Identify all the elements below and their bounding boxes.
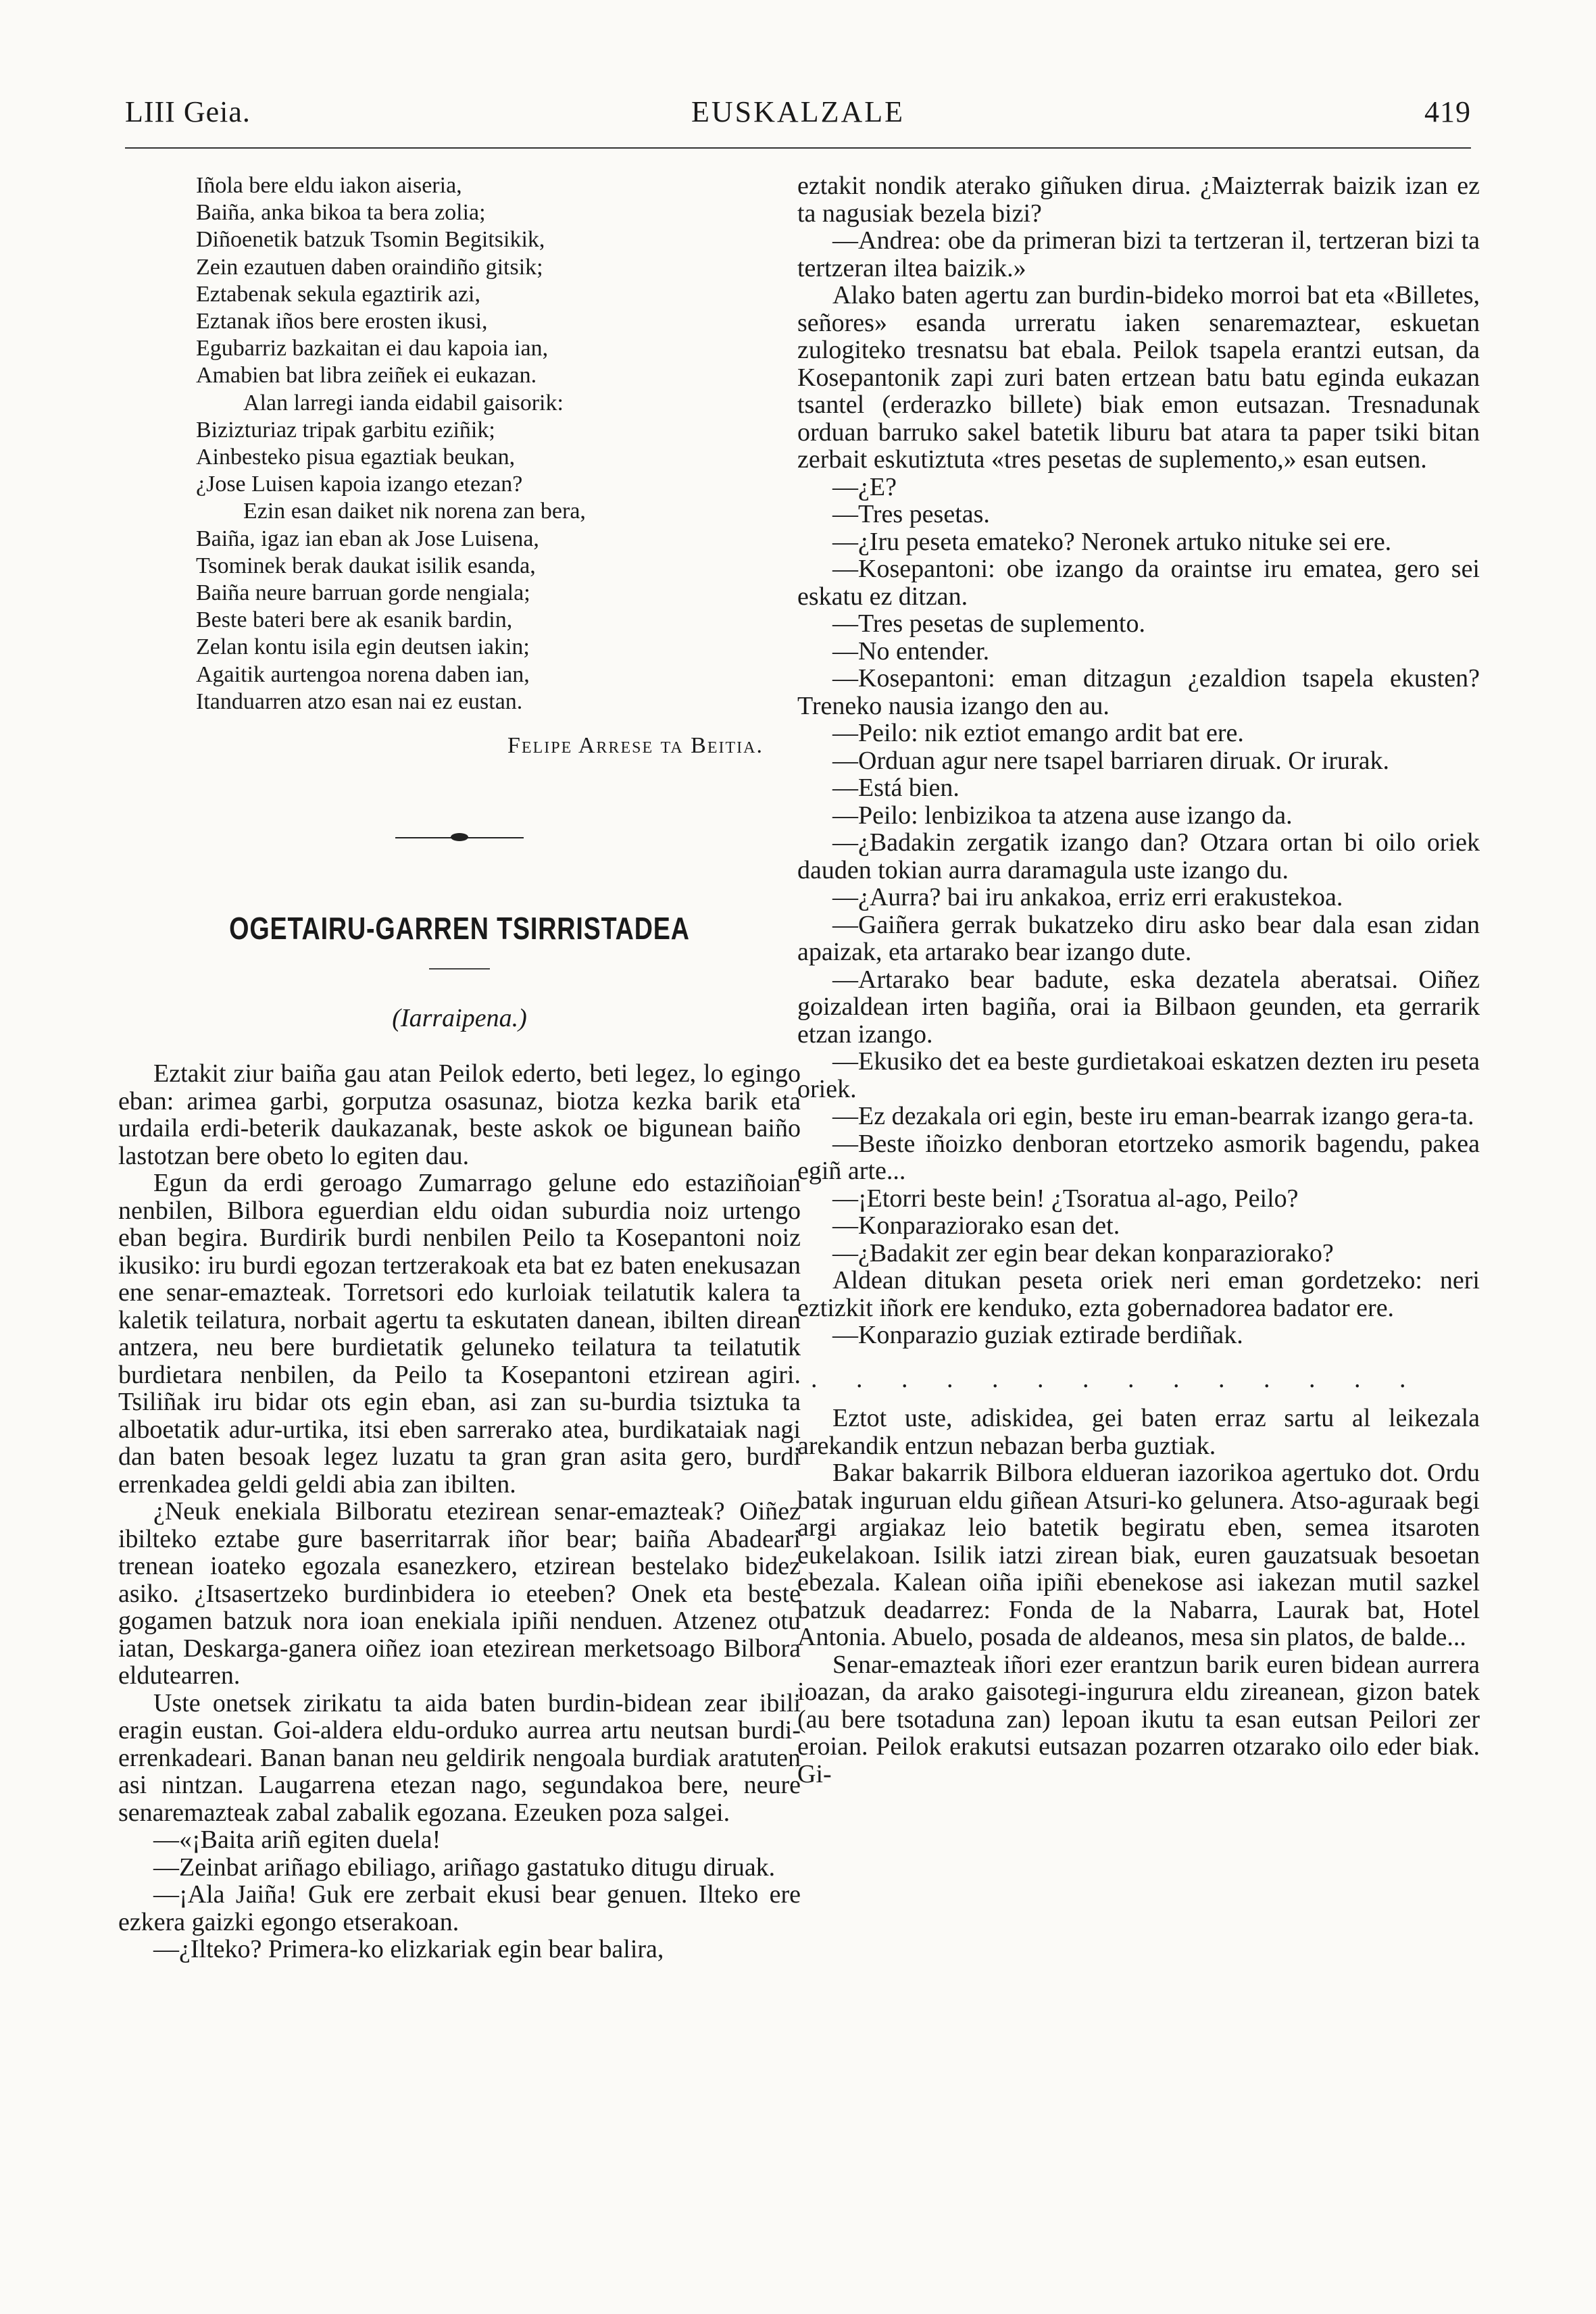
- poem-line: Egubarriz bazkaitan ei dau kapoia ian,: [196, 336, 549, 361]
- volume-label: LIII Geia.: [125, 95, 251, 128]
- paragraph: —No entender.: [832, 636, 990, 665]
- paragraph: Egun da erdi geroago Zumarrago gelune edo estaziñoian nenbilen, Bilbora eguerdian eldu oidan suburdia noiz urtengo eban begira. Burdirik burdi nenbilen Peilo ta Kosepantoni noiz ikusiko: iru burdi egozan tertzerakoak eta bat ez baten enekusazan ene senar-emazteak. Torretsori edo kurloiak teilatutik kalera ta kaletik teilatura, norbait agertu ta eskutaten danean, ibilten direan antzera, neu bere burdietatik geluneko teilatura ta teilatutik burdietara nenbilen, da Peilo ta Kosepantoni etzirean agiri. Tsiliñak iru bidar ots egin eban, asi zan su-burdia tsiztuka ta alboetatik adur-urtika, itsi eben sarrerako atea, burdikataiak nagi dan baten besoak legez luzatu ta gran gran asita gero, burdi errenkadea geldi geldi abia zan ibilten.: [118, 1169, 801, 1499]
- paragraph: —¿Aurra? bai iru ankakoa, erriz erri erakustekoa.: [832, 883, 1343, 911]
- journal-title: EUSKALZALE: [691, 95, 905, 128]
- poem-line: Amabien bat libra zeiñek ei eukazan.: [196, 363, 537, 388]
- paragraph: —Tres pesetas.: [832, 500, 990, 528]
- poem-line: Eztabenak sekula egaztirik azi,: [196, 281, 480, 307]
- poem-line: Diñoenetik batzuk Tsomin Begitsikik,: [196, 227, 545, 253]
- paragraph: Alako baten agertu zan burdin-bideko morroi bat eta «Billetes, señores» esanda urreratu iaken senaremaztear, eskuetan zulogiteko tresnatsu bat ebala. Peilok tsapela erantzi eutsan, da Kosepantonik zapi zuri baten ertzean batu batu eginda eukazan tsantel (erderazko billete) biak emon eutsazan. Tresnadunak orduan barruko sakel batetik liburu bat atara ta paper tsiki bitan zerbait eskutiztuta «tres pesetas de suplemento,» esan eutsen.: [797, 281, 1480, 474]
- paragraph: —Tres pesetas de suplemento.: [832, 609, 1145, 638]
- paragraph: —Beste iñoizko denboran etortzeko asmorik bagendu, pakea egiñ arte...: [797, 1129, 1480, 1185]
- paragraph: —Gaiñera gerrak bukatzeko diru asko bear dala esan zidan apaizak, eta artarako bear izango dute.: [797, 910, 1480, 966]
- paragraph: —Kosepantoni: eman ditzagun ¿ezaldion tsapela ekusten? Treneko nausia izango den au.: [797, 664, 1480, 720]
- poem-line: Baiña, anka bikoa ta bera zolia;: [196, 200, 486, 226]
- paragraph: Eztot uste, adiskidea, gei baten erraz sartu al leikezala arekandik entzun nebazan berba guztiak.: [797, 1404, 1480, 1460]
- title-rule: [429, 968, 490, 970]
- poem-line: Itanduarren atzo esan nai ez eustan.: [196, 688, 523, 714]
- paragraph: —Zeinbat ariñago ebiliago, ariñago gastatuko ditugu diruak.: [153, 1853, 776, 1882]
- poem-line: Baiña neure barruan gorde nengiala;: [196, 580, 530, 606]
- poem-line: Zelan kontu isila egin deutsen iakin;: [196, 634, 530, 660]
- poem-line: Tsominek berak daukat isilik esanda,: [196, 553, 536, 578]
- poem-line: Ainbesteko pisua egaztiak beukan,: [196, 445, 516, 470]
- poem-line: Beste bateri bere ak esanik bardin,: [196, 607, 513, 633]
- right-prose-narrative: [797, 1405, 1480, 1788]
- ornament-divider: [395, 833, 524, 842]
- poem: [196, 172, 801, 715]
- paragraph: —¿Ilteko? Primera-ko elizkariak egin bear balira,: [153, 1935, 664, 1964]
- page-number: 419: [1424, 95, 1471, 128]
- poem-line: ¿Jose Luisen kapoia izango etezan?: [196, 472, 523, 497]
- poem-line: Alan larregi ianda eidabil gaisorik:: [243, 390, 564, 416]
- paragraph: —Kosepantoni: obe izango da oraintse iru ematea, gero sei eskatu ez ditzan.: [797, 555, 1480, 611]
- paragraph: —¡Etorri beste bein! ¿Tsoratua al-ago, Peilo?: [832, 1184, 1299, 1213]
- paragraph: Senar-emazteak iñori ezer erantzun barik euren bidean aurrera ioazan, da arako gaisotegi-ingurura eldu zireanean, gizon batek (au bere tsotaduna zan) lepoan ikutu ta esan eutsan Peilori zer eroian. Peilok erakutsi eutsazan pozarren otzarako oilo eder biak. Gi-: [797, 1650, 1480, 1788]
- running-header: [125, 95, 1471, 142]
- paragraph: —¿Badakit zer egin bear dekan konparaziorako?: [832, 1238, 1334, 1267]
- poem-line: Agaitik aurtengoa norena daben ian,: [196, 661, 530, 687]
- paragraph: —¿Iru peseta emateko? Neronek artuko nituke sei ere.: [832, 527, 1392, 556]
- left-prose: [118, 1060, 801, 1963]
- section-title: OGETAIRU-GARREN TSIRRISTADEA: [229, 911, 690, 947]
- paragraph: Aldean ditukan peseta oriek neri eman gordetzeko: neri eztizkit iñork ere kenduko, ezta gobernadorea badator ere.: [797, 1266, 1480, 1322]
- paragraph: —Peilo: lenbizikoa ta atzena ause izango da.: [832, 801, 1293, 830]
- section-subtitle: (Iarraipena.): [392, 1004, 527, 1033]
- right-prose-dialogue: [797, 172, 1480, 1349]
- header-rule: [125, 147, 1471, 149]
- paragraph: —Peilo: nik eztiot emango ardit bat ere.: [832, 719, 1244, 747]
- paragraph: —Orduan agur nere tsapel barriaren diruak. Or irurak.: [832, 746, 1390, 775]
- poem-line: Iñola bere eldu iakon aiseria,: [196, 173, 462, 198]
- poem-line: Zein ezautuen daben oraindiño gitsik;: [196, 254, 543, 280]
- poem-line: Eztanak iños bere erosten ikusi,: [196, 309, 488, 334]
- paragraph: —Está bien.: [832, 774, 959, 802]
- paragraph: —Andrea: obe da primeran bizi ta tertzeran il, tertzeran bizi ta tertzeran iltea baizik.»: [797, 226, 1480, 282]
- poem-line: Ezin esan daiket nik norena zan bera,: [243, 499, 586, 524]
- paragraph: Uste onetsek zirikatu ta aida baten burdin-bidean zear ibili eragin eustan. Goi-aldera eldu-orduko aurrea artu neutsan burdi-errenkadeari. Banan banan neu geldirik nengoala burdiak aratuten asi nintzan. Laugarrena etezan nago, segundakoa bere, neure senaremazteak zabal zabalik egozana. Ezeuken poza salgei.: [118, 1688, 801, 1827]
- poem-line: Baiña, igaz ian eban ak Jose Luisena,: [196, 526, 539, 551]
- paragraph: ¿Neuk enekiala Bilboratu etezirean senar-emazteak? Oiñez ibilteko eztabe gure baserritarrak iñor bear; baiña Abadeari trenean ioateko egozala esanezkero, etzirean bestelako bidez asiko. ¿Itsasertzeko burdinbidera io eteeben? Onek eta beste gogamen batzuk nora ioan enekiala ipiñi nenduen. Atzenez otu iatan, Deskarga-ganera oiñez ioan etezirean merketsoago Bilbora eldutearren.: [118, 1497, 801, 1690]
- section-break-dots: . . . . . . . . . . . . . .: [811, 1364, 1422, 1393]
- paragraph: —Konparazio guziak eztirade berdiñak.: [832, 1321, 1243, 1349]
- paragraph: Bakar bakarrik Bilbora eldueran iazorikoa agertuko dot. Ordu batak inguruan eldu giñean Atsuri-ko gelunera. Atso-aguraak begi argi argiakaz leio batetik begiratu eben, semea itsaroten eukelakoan. Isilik iatzi zirean biak, euren gauzatsuak besoetan ebezala. Kalean oiña ipiñi ebenekose asi iakezan mutil sazkel batzuk deadarrez: Fonda de la Nabarra, Laurak bat, Hotel Antonia. Abuelo, posada de aldeanos, mesa sin platos, de balde...: [797, 1459, 1480, 1651]
- paragraph: —¡Ala Jaiña! Guk ere zerbait ekusi bear genuen. Ilteko ere ezkera gaizki egongo etserakoan.: [118, 1880, 801, 1936]
- paragraph: Eztakit ziur baiña gau atan Peilok ederto, beti legez, lo egingo eban: arimea garbi, gorputza osasunaz, biotza kezka barik eta urdaila erdi-beterik daukazanak, beste askok oe bigunean baiño lastotzan bere obeto lo egiten dau.: [118, 1059, 801, 1170]
- left-column: [118, 172, 801, 1963]
- paragraph: —Ez dezakala ori egin, beste iru eman-bearrak izango gera-ta.: [832, 1102, 1474, 1130]
- paragraph: —Ekusiko det ea beste gurdietakoai eskatzen dezten iru peseta oriek.: [797, 1047, 1480, 1103]
- paragraph: —¿Badakin zergatik izango dan? Otzara ortan bi oilo oriek dauden tokian aurra daramagula uste izango du.: [797, 828, 1480, 884]
- right-column: [797, 172, 1480, 1788]
- paragraph: —¿E?: [832, 472, 897, 501]
- poem-signature: Felipe Arrese ta Beitia.: [507, 733, 764, 759]
- paragraph: —Artarako bear badute, eska dezatela aberatsai. Oiñez goizaldean irten bagiña, orai ia Bilbaon geunden, eta gerrarik etzan izango.: [797, 965, 1480, 1049]
- paragraph: eztakit nondik aterako giñuken dirua. ¿Maizterrak baizik izan ez ta nagusiak bezela bizi?: [797, 172, 1480, 228]
- paragraph: —Konparaziorako esan det.: [832, 1211, 1120, 1240]
- poem-line: Bizizturiaz tripak garbitu eziñik;: [196, 417, 495, 443]
- paragraph: —«¡Baita ariñ egiten duela!: [153, 1826, 441, 1855]
